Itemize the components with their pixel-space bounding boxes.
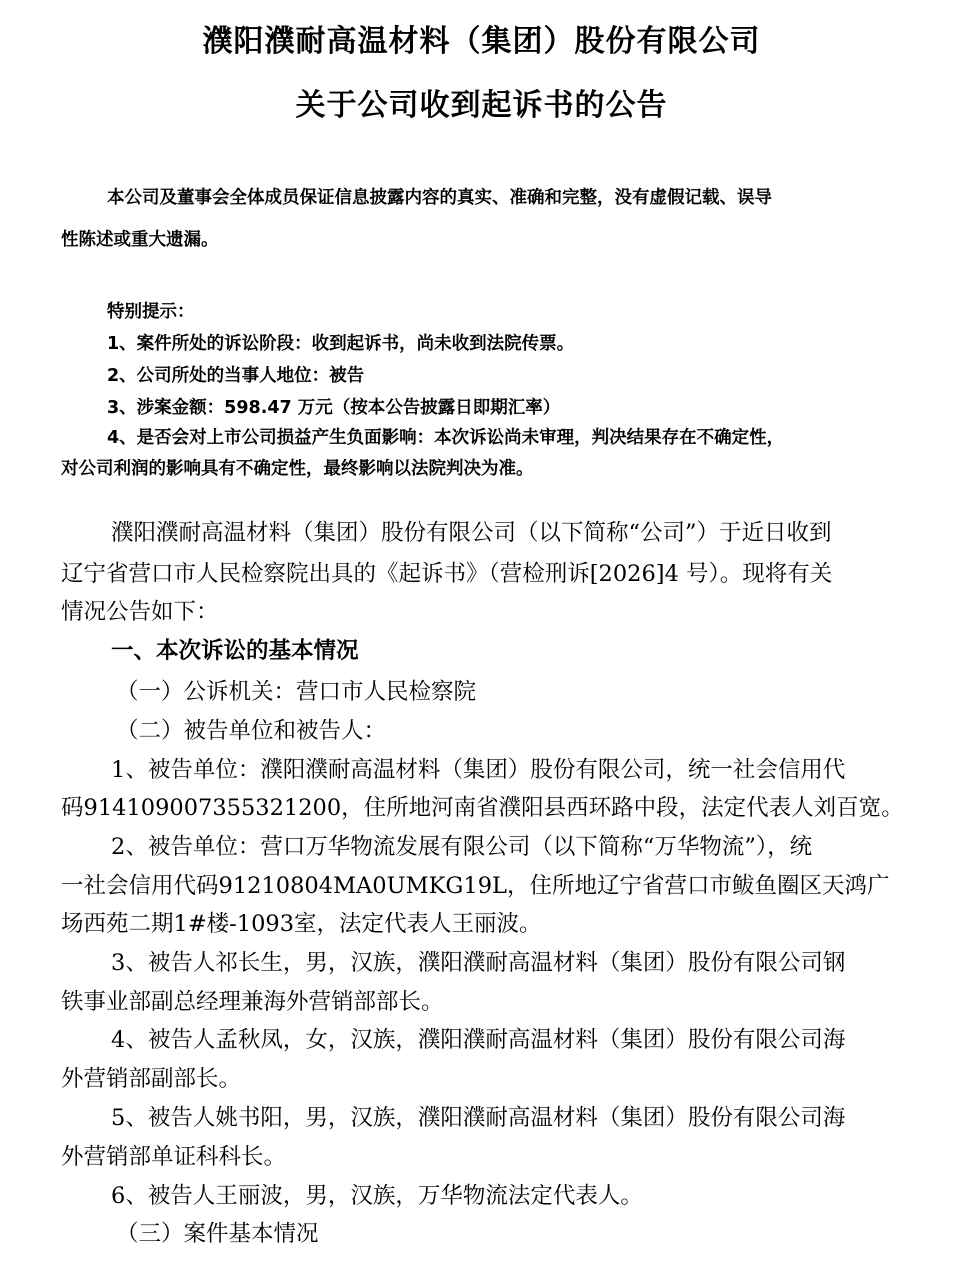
defendant-2-line-3: 场西苑二期1#楼-1093室，法定代表人王丽波。 bbox=[61, 911, 542, 937]
notice-item-4-line-1: 4、是否会对上市公司损益产生负面影响：本次诉讼尚未审理，判决结果存在不确定性， bbox=[107, 428, 785, 448]
intro-line-3: 情况公告如下： bbox=[61, 599, 219, 625]
section-1-heading: 一、本次诉讼的基本情况 bbox=[111, 638, 359, 664]
defendant-4-line-1: 4、被告人孟秋凤，女，汉族，濮阳濮耐高温材料（集团）股份有限公司海 bbox=[111, 1027, 846, 1053]
announcement-title: 关于公司收到起诉书的公告 bbox=[295, 88, 668, 123]
company-title: 濮阳濮耐高温材料（集团）股份有限公司 bbox=[202, 24, 761, 59]
notice-item-3: 3、涉案金额：598.47 万元（按本公告披露日即期汇率） bbox=[107, 398, 561, 418]
defendant-2-line-2: 一社会信用代码91210804MA0UMKG19L，住所地辽宁省营口市鲅鱼圈区天鸿广 bbox=[61, 873, 890, 899]
subsection-case-facts: （三）案件基本情况 bbox=[116, 1221, 319, 1247]
defendant-6: 6、被告人王丽波，男，汉族，万华物流法定代表人。 bbox=[111, 1183, 643, 1209]
defendant-5-line-2: 外营销部单证科科长。 bbox=[61, 1144, 287, 1170]
disclaimer-line-1: 本公司及董事会全体成员保证信息披露内容的真实、准确和完整，没有虚假记载、误导 bbox=[107, 188, 772, 208]
defendant-4-line-2: 外营销部副部长。 bbox=[61, 1066, 242, 1092]
notice-item-1: 1、案件所处的诉讼阶段：收到起诉书，尚未收到法院传票。 bbox=[107, 334, 575, 354]
intro-line-2: 辽宁省营口市人民检察院出具的《起诉书》（营检刑诉[2026]4 号）。现将有关 bbox=[61, 561, 833, 587]
defendant-5-line-1: 5、被告人姚书阳，男，汉族，濮阳濮耐高温材料（集团）股份有限公司海 bbox=[111, 1105, 846, 1131]
disclaimer-line-2: 性陈述或重大遗漏。 bbox=[61, 230, 219, 250]
notice-heading: 特别提示： bbox=[107, 302, 195, 322]
notice-item-4-line-2: 对公司利润的影响具有不确定性，最终影响以法院判决为准。 bbox=[61, 459, 534, 479]
defendant-3-line-1: 3、被告人祁长生，男，汉族，濮阳濮耐高温材料（集团）股份有限公司钢 bbox=[111, 950, 846, 976]
defendant-3-line-2: 铁事业部副总经理兼海外营销部部长。 bbox=[61, 989, 444, 1015]
defendant-1-line-2: 码914109007355321200，住所地河南省濮阳县西环路中段，法定代表人刘百宽。 bbox=[61, 795, 904, 821]
subsection-prosecutor: （一）公诉机关：营口市人民检察院 bbox=[116, 679, 477, 705]
defendant-2-line-1: 2、被告单位：营口万华物流发展有限公司（以下简称“万华物流”），统 bbox=[111, 834, 813, 860]
defendant-1-line-1: 1、被告单位：濮阳濮耐高温材料（集团）股份有限公司，统一社会信用代 bbox=[111, 757, 846, 783]
notice-item-2: 2、公司所处的当事人地位：被告 bbox=[107, 366, 365, 386]
intro-line-1: 濮阳濮耐高温材料（集团）股份有限公司（以下简称“公司”）于近日收到 bbox=[111, 520, 832, 546]
subsection-defendants: （二）被告单位和被告人： bbox=[116, 718, 387, 744]
